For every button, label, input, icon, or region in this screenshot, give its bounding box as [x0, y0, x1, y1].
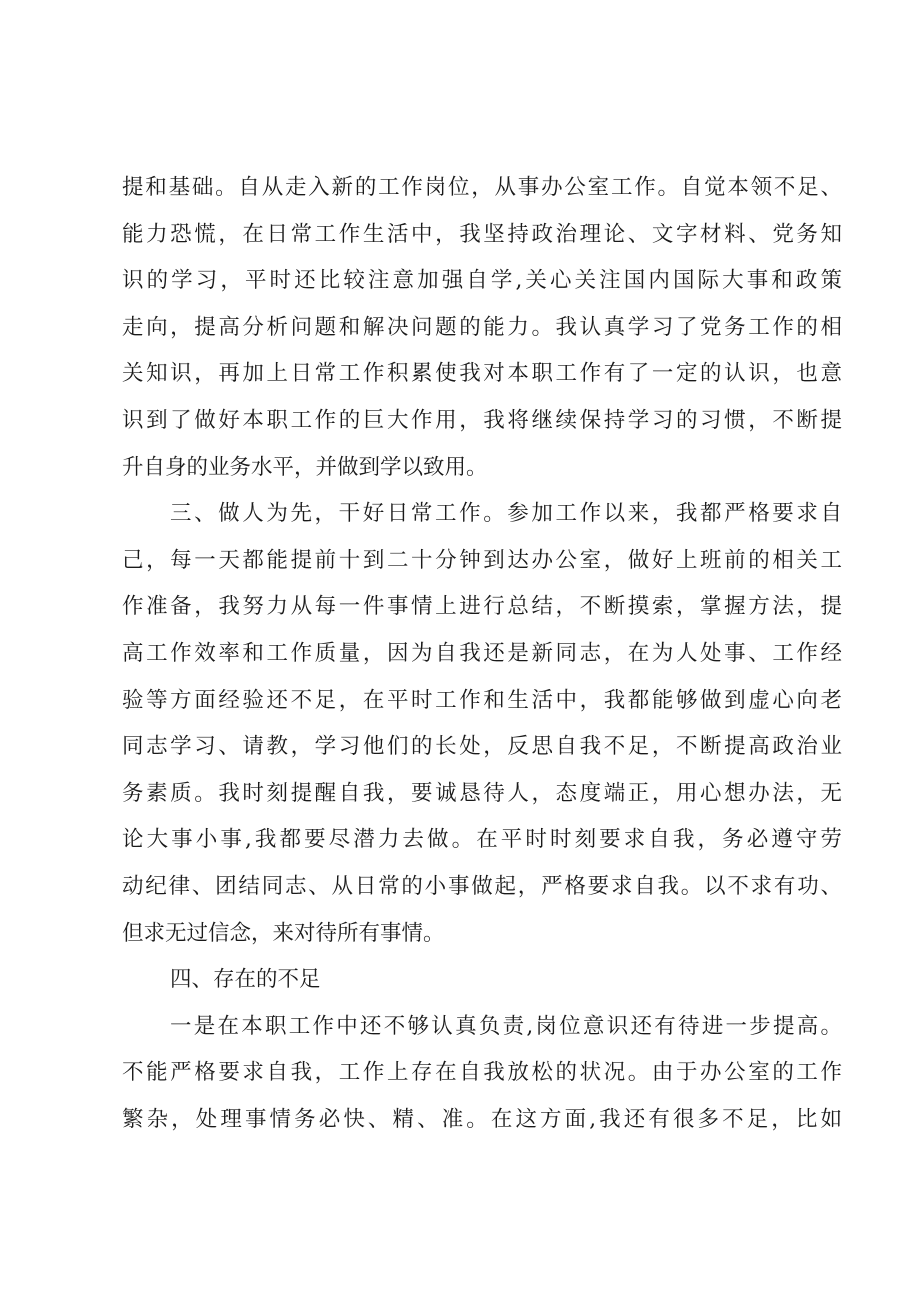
text-line: 三、做人为先，干好日常工作。参加工作以来，我都严格要求自: [170, 501, 842, 527]
text-line: 一是在本职工作中还不够认真负责,岗位意识还有待进一步提高。: [170, 1013, 842, 1039]
text-line: 动纪律、团结同志、从日常的小事做起，严格要求自我。以不求有功、: [122, 873, 842, 899]
text-line: 论大事小事,我都要尽潜力去做。在平时时刻要求自我，务必遵守劳: [122, 827, 842, 853]
text-line: 务素质。我时刻提醒自我，要诚恳待人，态度端正，用心想办法，无: [122, 780, 842, 806]
paragraph-shortcomings: [122, 1004, 842, 1144]
text-line: 识的学习，平时还比较注意加强自学,关心关注国内国际大事和政策: [122, 268, 842, 294]
text-line: 关知识，再加上日常工作积累使我对本职工作有了一定的认识，也意: [122, 361, 842, 387]
text-line: 验等方面经验还不足，在平时工作和生活中，我都能够做到虚心向老: [122, 687, 842, 713]
text-line: 走向，提高分析问题和解决问题的能力。我认真学习了党务工作的相: [122, 314, 842, 340]
text-line: 繁杂，处理事情务必快、精、准。在这方面,我还有很多不足，比如: [122, 1106, 842, 1132]
text-line: 能力恐慌，在日常工作生活中，我坚持政治理论、文字材料、党务知: [122, 221, 842, 247]
text-line: 己，每一天都能提前十到二十分钟到达办公室，做好上班前的相关工: [122, 547, 842, 573]
text-line: 识到了做好本职工作的巨大作用，我将继续保持学习的习惯，不断提: [122, 407, 842, 433]
text-line: 不能严格要求自我，工作上存在自我放松的状况。由于办公室的工作: [122, 1060, 842, 1086]
text-line: 提和基础。自从走入新的工作岗位，从事办公室工作。自觉本领不足、: [122, 175, 842, 200]
document-body: [122, 165, 842, 1143]
text-line: 同志学习、请教，学习他们的长处，反思自我不足，不断提高政治业: [122, 734, 842, 760]
paragraph-study: [122, 165, 842, 491]
text-line: 但求无过信念，来对待所有事情。: [122, 920, 445, 946]
paragraph-section-three: [122, 491, 842, 957]
section-heading-four: [122, 957, 842, 1004]
section-heading: 四、存在的不足: [170, 967, 321, 993]
text-line: 高工作效率和工作质量，因为自我还是新同志，在为人处事、工作经: [122, 640, 842, 666]
text-line: 升自身的业务水平，并做到学以致用。: [122, 454, 488, 480]
text-line: 作准备，我努力从每一件事情上进行总结，不断摸索，掌握方法，提: [122, 594, 842, 620]
